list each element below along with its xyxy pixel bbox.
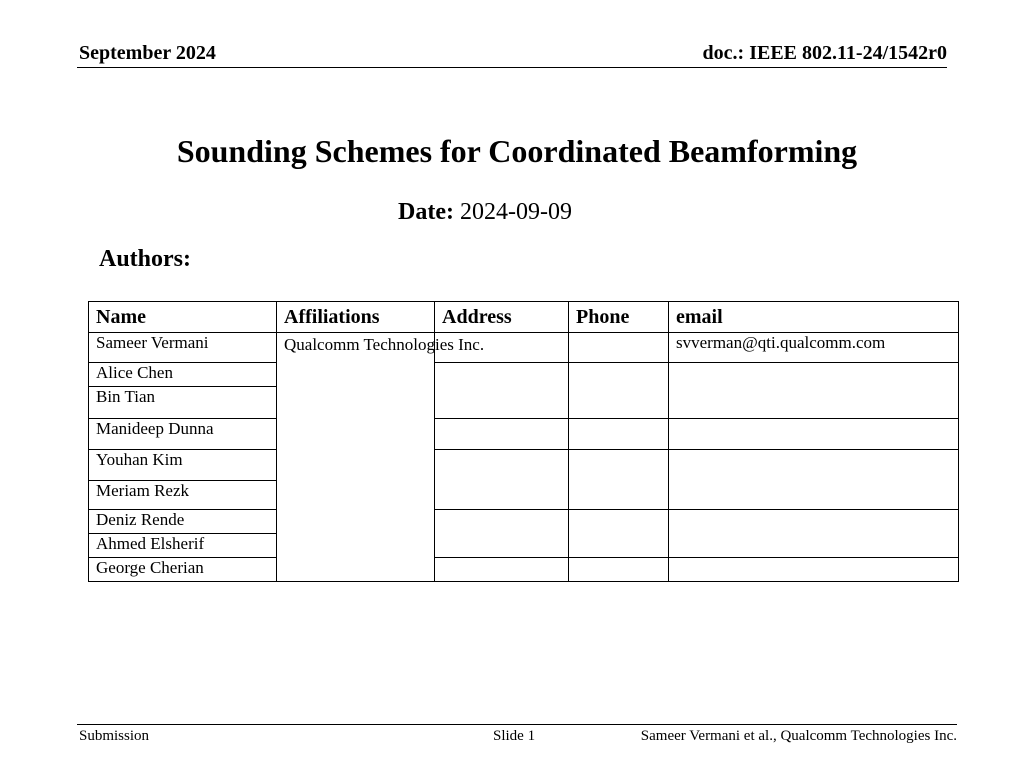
- table-row: [89, 419, 959, 450]
- author-name: Manideep Dunna: [89, 419, 277, 450]
- phone-cell: [569, 558, 669, 582]
- column-header-address: Address: [435, 302, 569, 333]
- phone-cell: [569, 419, 669, 450]
- column-header-name: Name: [89, 302, 277, 333]
- email-cell: [669, 558, 959, 582]
- email-cell: svverman@qti.qualcomm.com: [669, 333, 959, 363]
- email-cell: [669, 363, 959, 419]
- email-cell: [669, 450, 959, 510]
- affiliation-cell: Qualcomm Technologies Inc.: [277, 333, 435, 582]
- column-header-affiliations: Affiliations: [277, 302, 435, 333]
- footer-slide-number: Slide 1: [493, 728, 536, 744]
- table-header-row: [89, 302, 959, 333]
- author-name: Bin Tian: [89, 387, 277, 419]
- address-cell: [435, 510, 569, 558]
- date-value: 2024-09-09: [459, 199, 572, 225]
- table-row: [89, 558, 959, 582]
- phone-cell: [569, 363, 669, 419]
- footer-submission: Submission: [79, 728, 150, 744]
- authors-table: [88, 301, 959, 582]
- table-row: [89, 363, 959, 387]
- table-row: [89, 333, 959, 363]
- date-label: Date:: [398, 199, 454, 225]
- authors-heading: Authors:: [99, 246, 192, 272]
- author-name: Alice Chen: [89, 363, 277, 387]
- table-row: [89, 450, 959, 481]
- header-doc-id: doc.: IEEE 802.11-24/1542r0: [702, 42, 947, 64]
- author-name: Deniz Rende: [89, 510, 277, 534]
- phone-cell: [569, 333, 669, 363]
- author-name: Sameer Vermani: [89, 333, 277, 363]
- author-name: George Cherian: [89, 558, 277, 582]
- column-header-phone: Phone: [569, 302, 669, 333]
- date-line: [398, 199, 572, 226]
- header-divider: [77, 67, 947, 68]
- footer-authors: Sameer Vermani et al., Qualcomm Technologies Inc.: [640, 728, 957, 744]
- author-name: Youhan Kim: [89, 450, 277, 481]
- author-name: Meriam Rezk: [89, 481, 277, 510]
- author-name: Ahmed Elsherif: [89, 534, 277, 558]
- address-cell: [435, 558, 569, 582]
- address-cell: [435, 419, 569, 450]
- address-cell: [435, 363, 569, 419]
- email-cell: [669, 510, 959, 558]
- column-header-email: email: [669, 302, 959, 333]
- email-cell: [669, 419, 959, 450]
- phone-cell: [569, 450, 669, 510]
- header-date: September 2024: [79, 42, 216, 64]
- table-row: [89, 510, 959, 534]
- footer-divider: [77, 724, 957, 725]
- address-cell: [435, 450, 569, 510]
- slide-title: Sounding Schemes for Coordinated Beamforming: [176, 133, 858, 169]
- phone-cell: [569, 510, 669, 558]
